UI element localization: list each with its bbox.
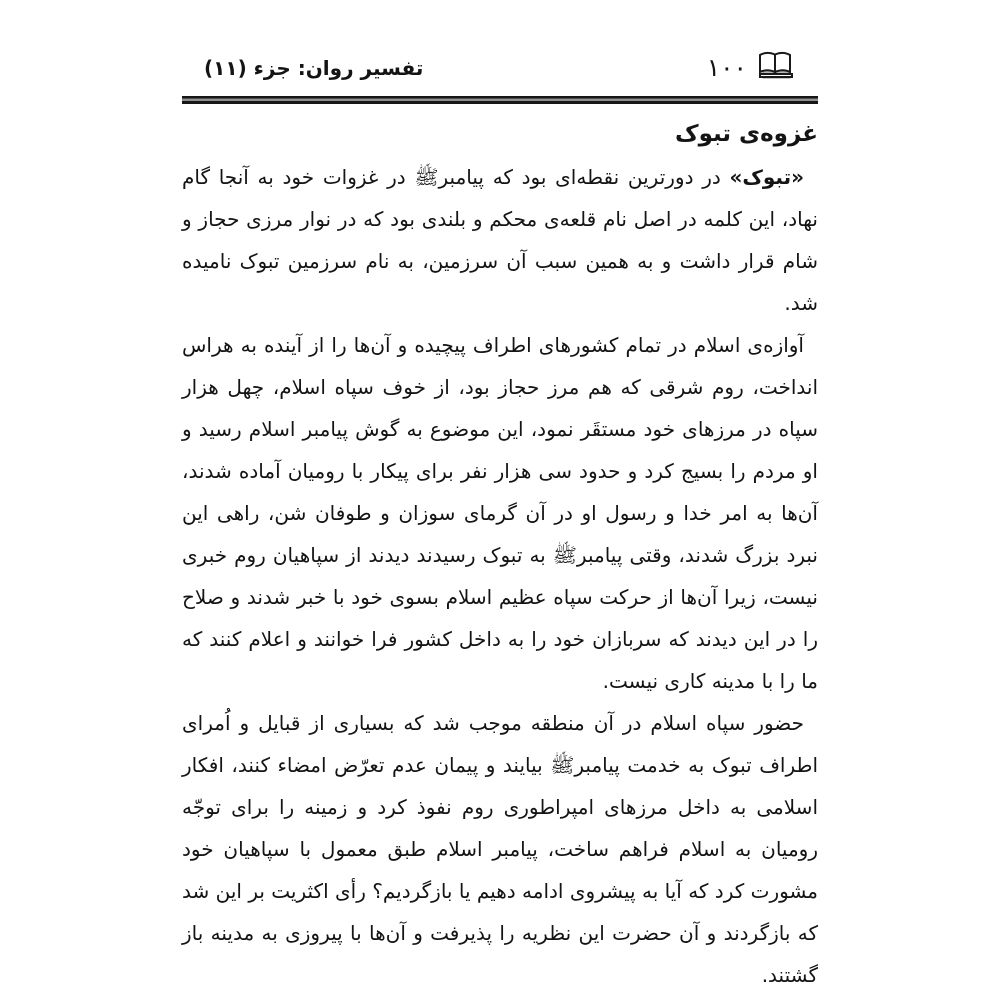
- paragraph: [182, 702, 818, 996]
- running-title: تفسیر روان: جزء (۱۱): [204, 56, 424, 80]
- paragraph-text: حضور سپاه اسلام در آن منطقه موجب شد که بسیاری از قبایل و اُمرای اطراف تبوک به خدمت پیامبرﷺ بیایند و پیمان عدم تعرّض امضاء کنند، افکار اسلامی به داخل مرزهای امپراطوری روم نفوذ کرد و زمینه را برای توجّه رومیان به اسلام فراهم ساخت، پیامبر اسلام طبق معمول با سپاهیان خود مشورت کرد که آیا به پیشروی ادامه دهیم یا بازگردیم؟ رأی اکثریت بر این شد که بازگردند و آن حضرت این نظریه را پذیرفت و آن‌ها با پیروزی به مدینه باز گشتند.: [182, 710, 818, 987]
- open-book-icon: [756, 48, 796, 84]
- paragraph-lead-word: «تبوک»: [729, 164, 804, 189]
- body-text: [182, 156, 818, 996]
- paragraph: [182, 324, 818, 702]
- page-header: [182, 46, 818, 86]
- header-page-number-group: [707, 48, 796, 84]
- paragraph-text: در دورترین نقطه‌ای بود که پیامبرﷺ در غزوات خود به آنجا گام نهاد، این کلمه در اصل نام قلعه‌ی محکم و بلندی بود که در نوار مرزی حجاز و شام قرار داشت و به همین سبب آن سرزمین، به نام سرزمین تبوک نامیده شد.: [182, 164, 818, 315]
- section-heading: غزوه‌ی تبوک: [675, 121, 818, 147]
- paragraph-text: آوازه‌ی اسلام در تمام کشورهای اطراف پیچیده و آن‌ها را از آینده به هراس انداخت، روم شرقی که هم مرز حجاز بود، از خوف سپاه اسلام، چهل هزار سپاه در مرزهای خود مستقَر نمود، این موضوع به گوش پیامبر اسلام رسید و او مردم را بسیج کرد و حدود سی هزار نفر برای پیکار با رومیان آماده شدند، آن‌ها به امر خدا و رسول او در آن گرمای سوزان و طوفان شن، راهی این نبرد بزرگ شدند، وقتی پیامبرﷺ به تبوک رسیدند دیدند از سپاهیان روم خبری نیست، زیرا آن‌ها از حرکت سپاه عظیم اسلام بسوی خود با خبر شدند و صلاح را در این دیدند که سربازان خود را به داخل کشور فرا خوانند و اعلام کنند که ما را با مدینه کاری نیست.: [182, 332, 818, 693]
- page-number: ۱۰۰: [706, 52, 747, 82]
- paragraph: [182, 156, 818, 324]
- header-double-rule: [182, 96, 818, 104]
